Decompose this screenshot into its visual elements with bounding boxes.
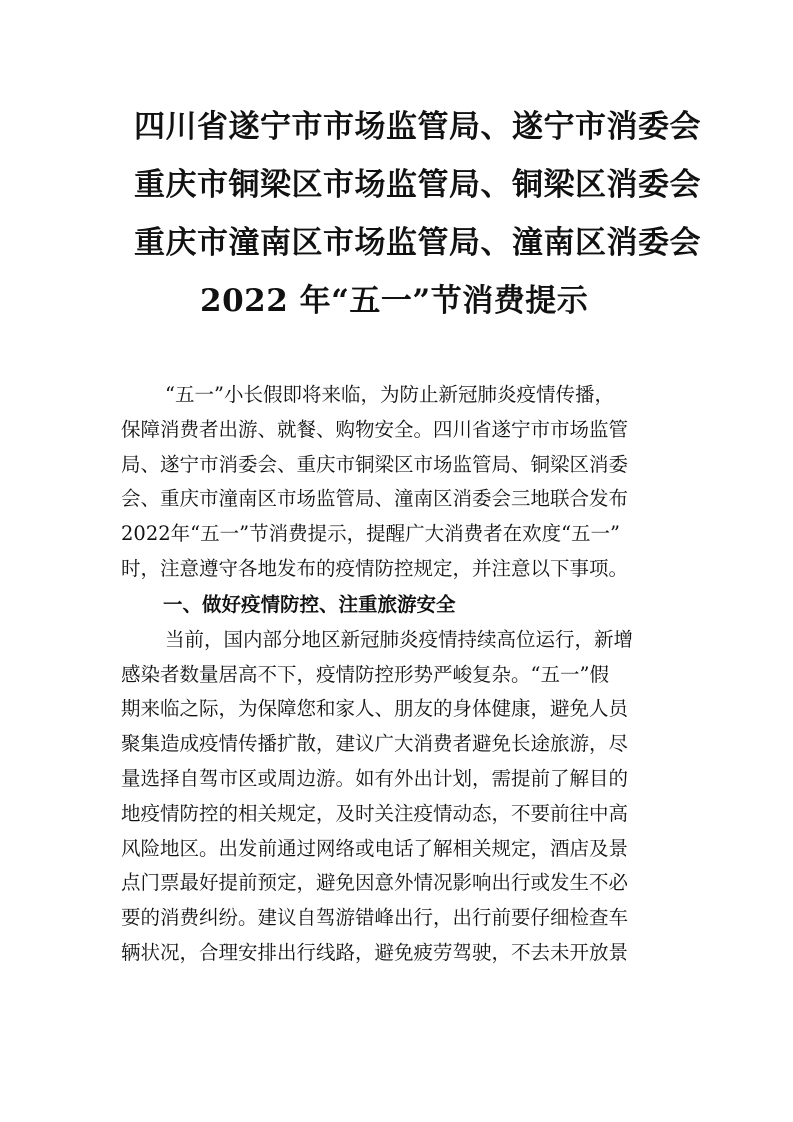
section-paragraph — [121, 623, 673, 971]
section-heading: 一、做好疫情防控、注重旅游安全 — [163, 592, 456, 616]
paragraph-line: 量选择自驾市区或周边游。如有外出计划，需提前了解目的 — [121, 766, 629, 790]
paragraph-line: 当前，国内部分地区新冠肺炎疫情持续高位运行，新增 — [165, 627, 634, 651]
title-line-3: 重庆市潼南区市场监管局、潼南区消委会 — [134, 225, 701, 261]
paragraph-line: 风险地区。出发前通过网络或电话了解相关规定，酒店及景 — [121, 836, 629, 860]
paragraph-line: 地疫情防控的相关规定，及时关注疫情动态，不要前往中高 — [121, 801, 629, 825]
intro-paragraph — [121, 378, 673, 587]
paragraph-line: 要的消费纠纷。建议自驾游错峰出行，出行前要仔细检查车 — [121, 906, 629, 930]
paragraph-line: 点门票最好提前预定，避免因意外情况影响出行或发生不必 — [121, 871, 629, 895]
title-line-2: 重庆市铜梁区市场监管局、铜梁区消委会 — [134, 167, 701, 203]
paragraph-line: 聚集造成疫情传播扩散，建议广大消费者避免长途旅游，尽 — [121, 732, 629, 756]
paragraph-line: 局、遂宁市消委会、重庆市铜梁区市场监管局、铜梁区消委 — [121, 452, 629, 476]
title-line-1: 四川省遂宁市市场监管局、遂宁市消委会 — [134, 109, 701, 145]
paragraph-line: “五一”小长假即将来临，为防止新冠肺炎疫情传播， — [165, 383, 614, 406]
paragraph-line: 保障消费者出游、就餐、购物安全。四川省遂宁市市场监管 — [121, 417, 629, 441]
document-body — [121, 378, 673, 971]
paragraph-line: 2022年“五一”节消费提示，提醒广大消费者在欢度“五一” — [121, 522, 621, 546]
paragraph-line: 感染者数量居高不下，疫情防控形势严峻复杂。“五一”假 — [121, 662, 609, 686]
paragraph-line: 时，注意遵守各地发布的疫情防控规定，并注意以下事项。 — [121, 556, 629, 580]
title-line-4: 2022 年“五一”节消费提示 — [200, 283, 589, 319]
paragraph-line: 辆状况，合理安排出行线路，避免疲劳驾驶，不去未开放景 — [121, 940, 629, 964]
paragraph-line: 期来临之际，为保障您和家人、朋友的身体健康，避免人员 — [121, 697, 629, 721]
document-title — [0, 98, 793, 330]
paragraph-line: 会、重庆市潼南区市场监管局、潼南区消委会三地联合发布 — [121, 487, 629, 511]
